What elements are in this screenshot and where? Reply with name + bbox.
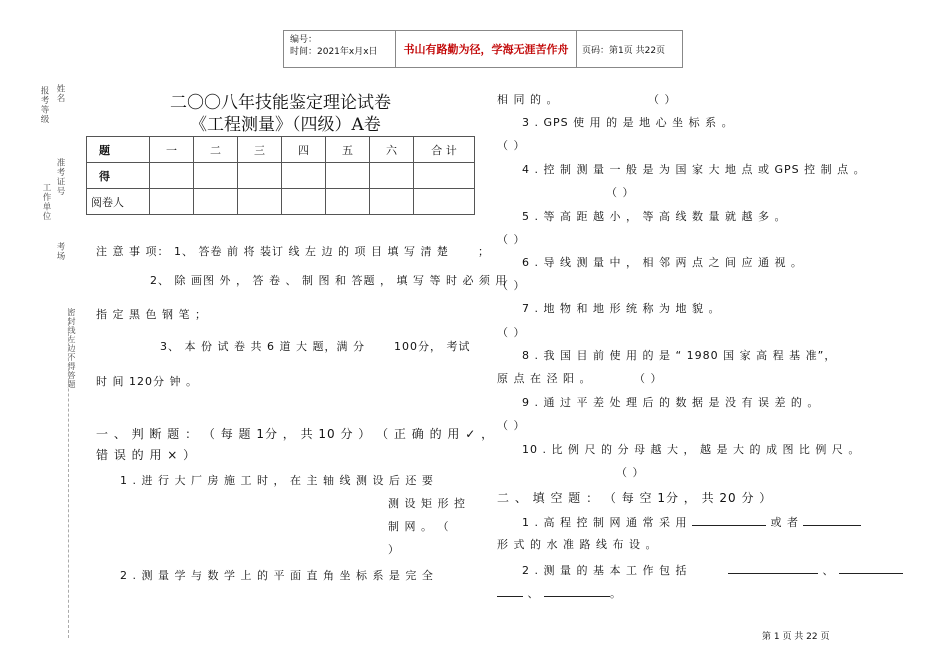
score-header-cell: 合 计 (414, 137, 475, 163)
notice-line-1-end: ； (478, 245, 490, 258)
answer-bracket-8[interactable]: （ ） (634, 372, 663, 385)
score-header-cell: 三 (238, 137, 282, 163)
question-1-2: 2 . 测 量 学 与 数 学 上 的 平 面 直 角 坐 标 系 是 完 全 (120, 569, 434, 582)
question-1-1-cont2: 制 网 。 （ (388, 520, 450, 533)
score-cell[interactable] (150, 163, 194, 189)
score-row (87, 163, 475, 189)
section-1-heading: 一 、 判 断 题 ： （ 每 题 1分 ， 共 10 分 ） （ 正 确 的 用 ✓ ， (96, 427, 495, 441)
grader-row (87, 189, 475, 215)
question-1-5: 5 . 等 高 距 越 小 ， 等 高 线 数 量 就 越 多 。 (522, 210, 787, 223)
question-2-2 (522, 561, 903, 578)
question-2-1-text: 1 . 高 程 控 制 网 通 常 采 用 (522, 516, 688, 529)
blank-field[interactable] (839, 561, 903, 574)
question-1-3: 3 . GPS 使 用 的 是 地 心 坐 标 系 。 (522, 116, 734, 129)
question-2-1-cont: 形 式 的 水 准 路 线 布 设 。 (497, 538, 658, 551)
score-header-cell: 一 (150, 137, 194, 163)
question-1-9: 9 . 通 过 平 差 处 理 后 的 数 据 是 没 有 误 差 的 。 (522, 396, 820, 409)
question-1-1-cont: 测 设 矩 形 控 (388, 497, 466, 510)
exam-subtitle: 《工程测量》（四级）A卷 (190, 115, 381, 135)
document-header (283, 30, 683, 68)
answer-bracket-4[interactable]: （ ） (606, 186, 635, 199)
grader-cell[interactable] (194, 189, 238, 215)
question-2-2-sep: 、 (822, 564, 835, 577)
score-table-header-row (87, 137, 475, 163)
notice-line-3: 指 定 黑 色 钢 笔 ； (96, 308, 207, 321)
blank-field[interactable] (692, 513, 766, 526)
question-1-4: 4 . 控 制 测 量 一 般 是 为 国 家 大 地 点 或 GPS 控 制 点 。 (522, 163, 866, 176)
grader-cell[interactable] (150, 189, 194, 215)
question-1-6: 6 . 导 线 测 量 中 ， 相 邻 两 点 之 间 应 通 视 。 (522, 256, 803, 269)
blank-field[interactable] (728, 561, 818, 574)
grader-cell[interactable] (326, 189, 370, 215)
question-1-8-cont: 原 点 在 泾 阳 。 (497, 372, 592, 385)
sidebar-ticket: 准考证号 (55, 158, 65, 196)
question-1-2-cont: 相 同 的 。 (497, 93, 559, 106)
score-table (86, 136, 475, 215)
number-label: 编号： (290, 35, 318, 45)
grader-cell[interactable] (282, 189, 326, 215)
grader-cell[interactable] (238, 189, 282, 215)
score-cell[interactable] (414, 163, 475, 189)
sidebar-room: 考场 (55, 242, 65, 261)
seal-line (68, 308, 69, 638)
sidebar-name: 姓名 (55, 84, 65, 103)
sidebar-grade: 报考等级 (39, 86, 49, 124)
section-1-heading-cont: 错 误 的 用 × ） (96, 448, 197, 462)
question-1-8: 8 . 我 国 目 前 使 用 的 是 “ 1980 国 家 高 程 基 准”， (522, 349, 837, 362)
time-label: 时间：2021年x月x日 (290, 47, 378, 57)
score-header-cell: 五 (326, 137, 370, 163)
score-header-cell: 六 (370, 137, 414, 163)
sidebar-unit: 工作单位 (41, 183, 51, 221)
score-cell[interactable] (370, 163, 414, 189)
question-1-1: 1 . 进 行 大 厂 房 施 工 时 ， 在 主 轴 线 测 设 后 还 要 (120, 474, 434, 487)
question-2-2-cont (497, 584, 622, 601)
notice-line-2: 2、 除 画图 外 ， 答 卷 、 制 图 和 答题 ， 填 写 等 时 必 须 用 (150, 274, 508, 287)
answer-bracket-6[interactable]: （ ） (497, 279, 526, 292)
score-cell[interactable] (282, 163, 326, 189)
question-2-2-text: 2 . 测 量 的 基 本 工 作 包 括 (522, 564, 688, 577)
header-meta (284, 31, 396, 67)
header-motto: 书山有路勤为径，学海无涯苦作舟 (396, 31, 577, 67)
score-header-cell: 题 (87, 137, 150, 163)
footer-page-number: 第 1 页 共 22 页 (762, 632, 830, 642)
blank-field[interactable] (497, 584, 523, 597)
notice-line-4b: 100分， 考试 (394, 340, 471, 353)
question-2-2-end: 。 (610, 587, 622, 600)
score-header-cell: 四 (282, 137, 326, 163)
question-2-2-sep2: 、 (527, 587, 540, 600)
answer-bracket-7[interactable]: （ ） (497, 326, 526, 339)
answer-bracket-10[interactable]: （ ） (616, 466, 645, 479)
exam-title: 二〇〇八年技能鉴定理论试卷 (170, 93, 391, 113)
question-1-7: 7 . 地 物 和 地 形 统 称 为 地 貌 。 (522, 302, 721, 315)
answer-bracket-9[interactable]: （ ） (497, 419, 526, 432)
answer-bracket-5[interactable]: （ ） (497, 233, 526, 246)
score-cell[interactable] (238, 163, 282, 189)
score-row-label: 得 (87, 163, 150, 189)
question-1-10: 10 . 比 例 尺 的 分 母 越 大 ， 越 是 大 的 成 图 比 例 尺 。 (522, 443, 861, 456)
grader-cell[interactable] (370, 189, 414, 215)
answer-bracket-1: ） (388, 543, 400, 556)
question-2-1-or: 或 者 (770, 516, 799, 529)
blank-field[interactable] (544, 584, 610, 597)
score-cell[interactable] (194, 163, 238, 189)
blank-field[interactable] (803, 513, 861, 526)
answer-bracket-3[interactable]: （ ） (497, 139, 526, 152)
question-2-1 (522, 513, 861, 530)
notice-line-5: 时 间 120分 钟 。 (96, 375, 198, 388)
grader-cell[interactable] (414, 189, 475, 215)
notice-line-1: 注 意 事 项： 1、 答卷 前 将 装订 线 左 边 的 项 目 填 写 清 楚 (96, 245, 449, 258)
score-cell[interactable] (326, 163, 370, 189)
score-header-cell: 二 (194, 137, 238, 163)
seal-line-notice: 密封线左边不得答题 (67, 308, 76, 389)
notice-line-4a: 3、 本 份 试 卷 共 6 道 大 题，满 分 (160, 340, 365, 353)
answer-bracket-2[interactable]: （ ） (648, 93, 677, 106)
grader-row-label: 阅卷人 (87, 189, 150, 215)
section-2-heading: 二 、 填 空 题 ： （ 每 空 1分 ， 共 20 分 ） (497, 491, 773, 505)
header-page-label: 页码：第1页 共22页 (582, 45, 666, 56)
